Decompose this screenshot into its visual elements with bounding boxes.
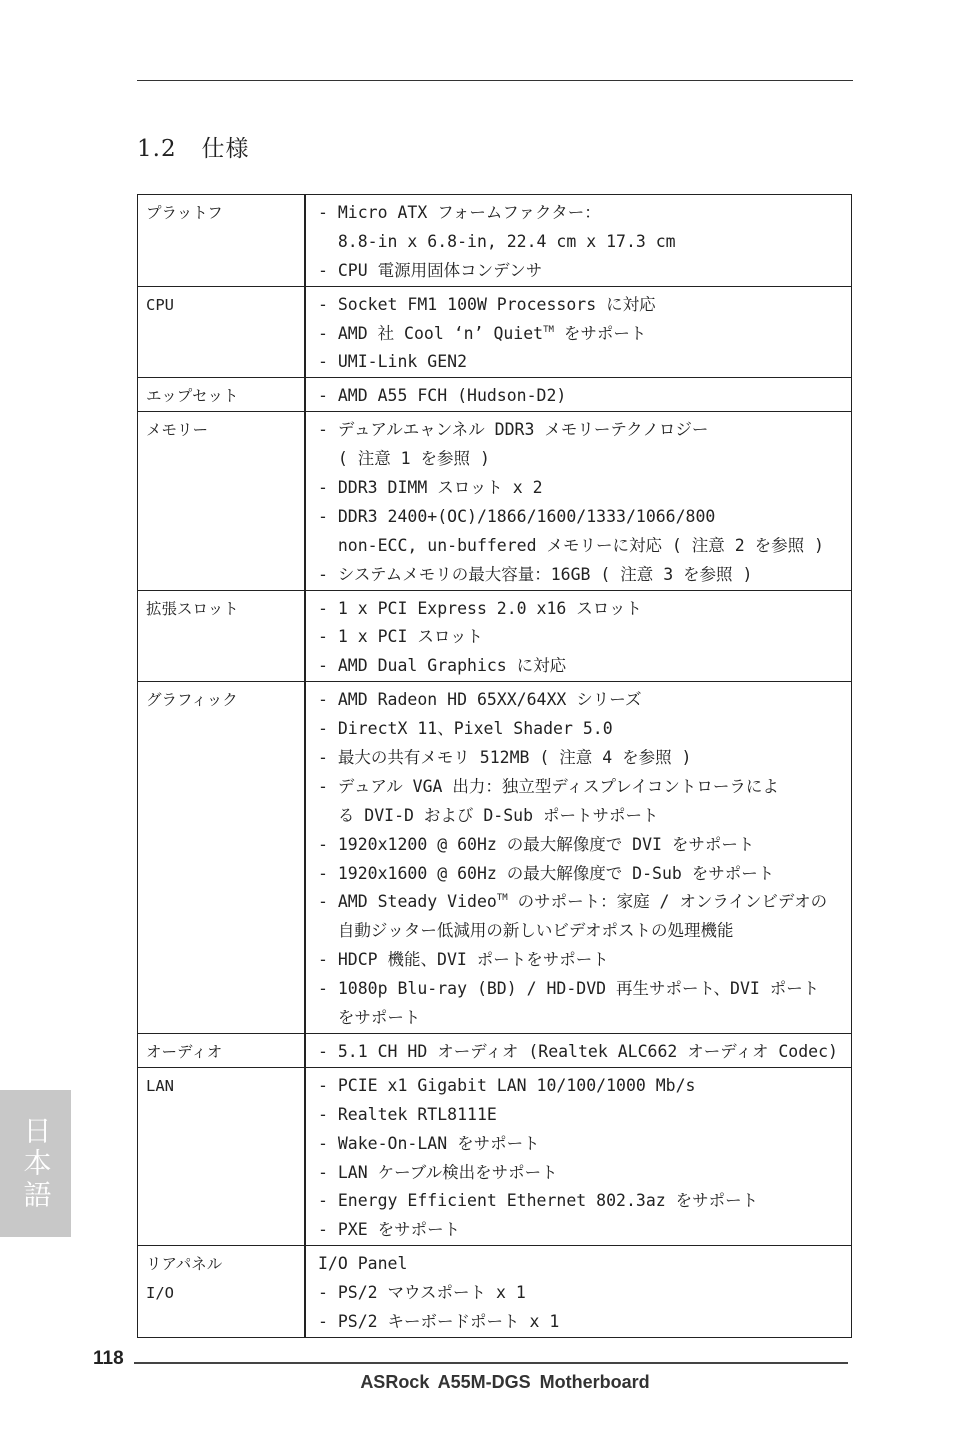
spec-line: - 1 x PCI Express 2.0 x16 スロット xyxy=(318,598,642,618)
spec-label: 拡張スロット xyxy=(146,599,239,618)
spec-line: - DDR3 DIMM スロット x 2 xyxy=(318,478,543,498)
spec-value-cell xyxy=(305,1246,852,1338)
spec-line: - AMD 社 Cool ‘n’ Quiet™ をサポート xyxy=(318,323,647,343)
spec-line: - 1 x PCI スロット xyxy=(318,627,484,647)
spec-row xyxy=(138,195,852,287)
spec-line: - LAN ケーブル検出をサポート xyxy=(318,1162,558,1182)
spec-line: る DVI-D および D-Sub ポートサポート xyxy=(318,805,659,825)
spec-line: I/O Panel xyxy=(318,1254,408,1274)
spec-line: - デュアルエャンネル DDR3 メモリーテクノロジー xyxy=(318,420,709,440)
spec-label: メモリー xyxy=(146,421,209,440)
spec-table-body xyxy=(138,195,852,1338)
spec-line: - PCIE x1 Gigabit LAN 10/100/1000 Mb/s xyxy=(318,1075,696,1095)
spec-line: - Energy Efficient Ethernet 802.3az をサポート xyxy=(318,1191,759,1211)
spec-line: - AMD Radeon HD 65XX/64XX シリーズ xyxy=(318,690,642,710)
spec-row xyxy=(138,1246,852,1338)
spec-line: - Socket FM1 100W Processors に対応 xyxy=(318,294,656,314)
spec-row xyxy=(138,590,852,682)
spec-label-cell xyxy=(138,195,306,287)
spec-line: - 最大の共有メモリ 512MB ( 注意 4 を参照 ) xyxy=(318,748,692,768)
spec-value-cell xyxy=(305,195,852,287)
spec-line: - 1920x1600 @ 60Hz の最大解像度で D-Sub をサポート xyxy=(318,863,775,883)
spec-line: - UMI-Link GEN2 xyxy=(318,352,468,372)
spec-value-cell xyxy=(305,286,852,378)
spec-label-cell xyxy=(138,286,306,378)
spec-line: - 1920x1200 @ 60Hz の最大解像度で DVI をサポート xyxy=(318,834,755,854)
spec-value-cell xyxy=(305,412,852,590)
spec-line: - Wake-On-LAN をサポート xyxy=(318,1133,540,1153)
spec-line: 自動ジッター低減用の新しいビデオポストの処理機能 xyxy=(318,921,734,941)
spec-label-cell xyxy=(138,590,306,682)
spec-line: - Micro ATX フォームファクター： xyxy=(318,203,601,222)
spec-line: - AMD Steady Video™ のサポート：家庭 / オンラインビデオの xyxy=(318,892,828,912)
spec-line: - Realtek RTL8111E xyxy=(318,1104,497,1124)
spec-value-cell xyxy=(305,1067,852,1245)
section-title: 仕様 xyxy=(201,136,250,162)
spec-value-cell xyxy=(305,1033,852,1067)
spec-line: - AMD Dual Graphics に対応 xyxy=(318,656,567,676)
spec-row xyxy=(138,286,852,378)
spec-line: - システムメモリの最大容量：16GB ( 注意 3 を参照 ) xyxy=(318,564,753,584)
spec-line: - DDR3 2400+(OC)/1866/1600/1333/1066/800 xyxy=(318,506,716,526)
spec-row xyxy=(138,378,852,412)
spec-value-cell xyxy=(305,590,852,682)
spec-label-cell xyxy=(138,1067,306,1245)
spec-line: - デュアル VGA 出力：独立型ディスプレイコントローラによ xyxy=(318,776,779,796)
spec-line: をサポート xyxy=(318,1008,421,1028)
spec-label: CPU xyxy=(146,295,174,314)
spec-line: - HDCP 機能、DVI ポートをサポート xyxy=(318,950,609,970)
spec-label-cell xyxy=(138,1033,306,1067)
spec-line: - 1080p Blu-ray (BD) / HD-DVD 再生サポート、DVI ポート xyxy=(318,979,820,999)
spec-row xyxy=(138,1033,852,1067)
spec-table xyxy=(137,194,852,1338)
spec-line: - PXE をサポート xyxy=(318,1220,461,1240)
spec-line: 8.8-in x 6.8-in, 22.4 cm x 17.3 cm xyxy=(318,231,676,251)
spec-row xyxy=(138,1067,852,1245)
spec-value-cell xyxy=(305,378,852,412)
top-rule xyxy=(137,80,853,81)
spec-label-cell xyxy=(138,378,306,412)
spec-value-cell xyxy=(305,682,852,1034)
spec-line: - CPU 電源用固体コンデンサ xyxy=(318,260,543,280)
spec-line: non-ECC, un-buffered メモリーに対応 ( 注意 2 を参照 ) xyxy=(318,535,824,555)
spec-line: - PS/2 キーボードポート x 1 xyxy=(318,1311,560,1331)
spec-line: ( 注意 1 を参照 ) xyxy=(318,449,490,469)
spec-line: - DirectX 11、Pixel Shader 5.0 xyxy=(318,719,613,739)
page-number: 118 xyxy=(93,1348,124,1369)
spec-line: - AMD A55 FCH (Hudson-D2) xyxy=(318,386,567,406)
section-heading xyxy=(137,130,250,163)
spec-label: リアパネル xyxy=(146,1255,223,1274)
spec-line: - 5.1 CH HD オーディオ (Realtek ALC662 オーディオ Codec) xyxy=(318,1041,838,1061)
spec-line: - PS/2 マウスポート x 1 xyxy=(318,1283,526,1303)
section-number: 1.2 xyxy=(137,136,177,162)
spec-label-cell xyxy=(138,412,306,590)
language-side-tab xyxy=(0,1090,71,1237)
bottom-rule xyxy=(134,1362,848,1364)
spec-row xyxy=(138,682,852,1034)
footer-product-name: ASRock A55M-DGS Motherboard xyxy=(360,1372,650,1392)
spec-label: プラットフ xyxy=(146,204,223,222)
language-label: 日本語 xyxy=(19,1115,53,1212)
spec-label: エップセット xyxy=(146,387,239,406)
spec-label: オーディオ xyxy=(146,1042,223,1061)
spec-label-cell xyxy=(138,1246,306,1338)
spec-row xyxy=(138,412,852,590)
spec-label: LAN xyxy=(146,1076,174,1095)
spec-label: グラフィック xyxy=(146,691,238,710)
spec-label: I/O xyxy=(146,1284,174,1303)
spec-label-cell xyxy=(138,682,306,1034)
